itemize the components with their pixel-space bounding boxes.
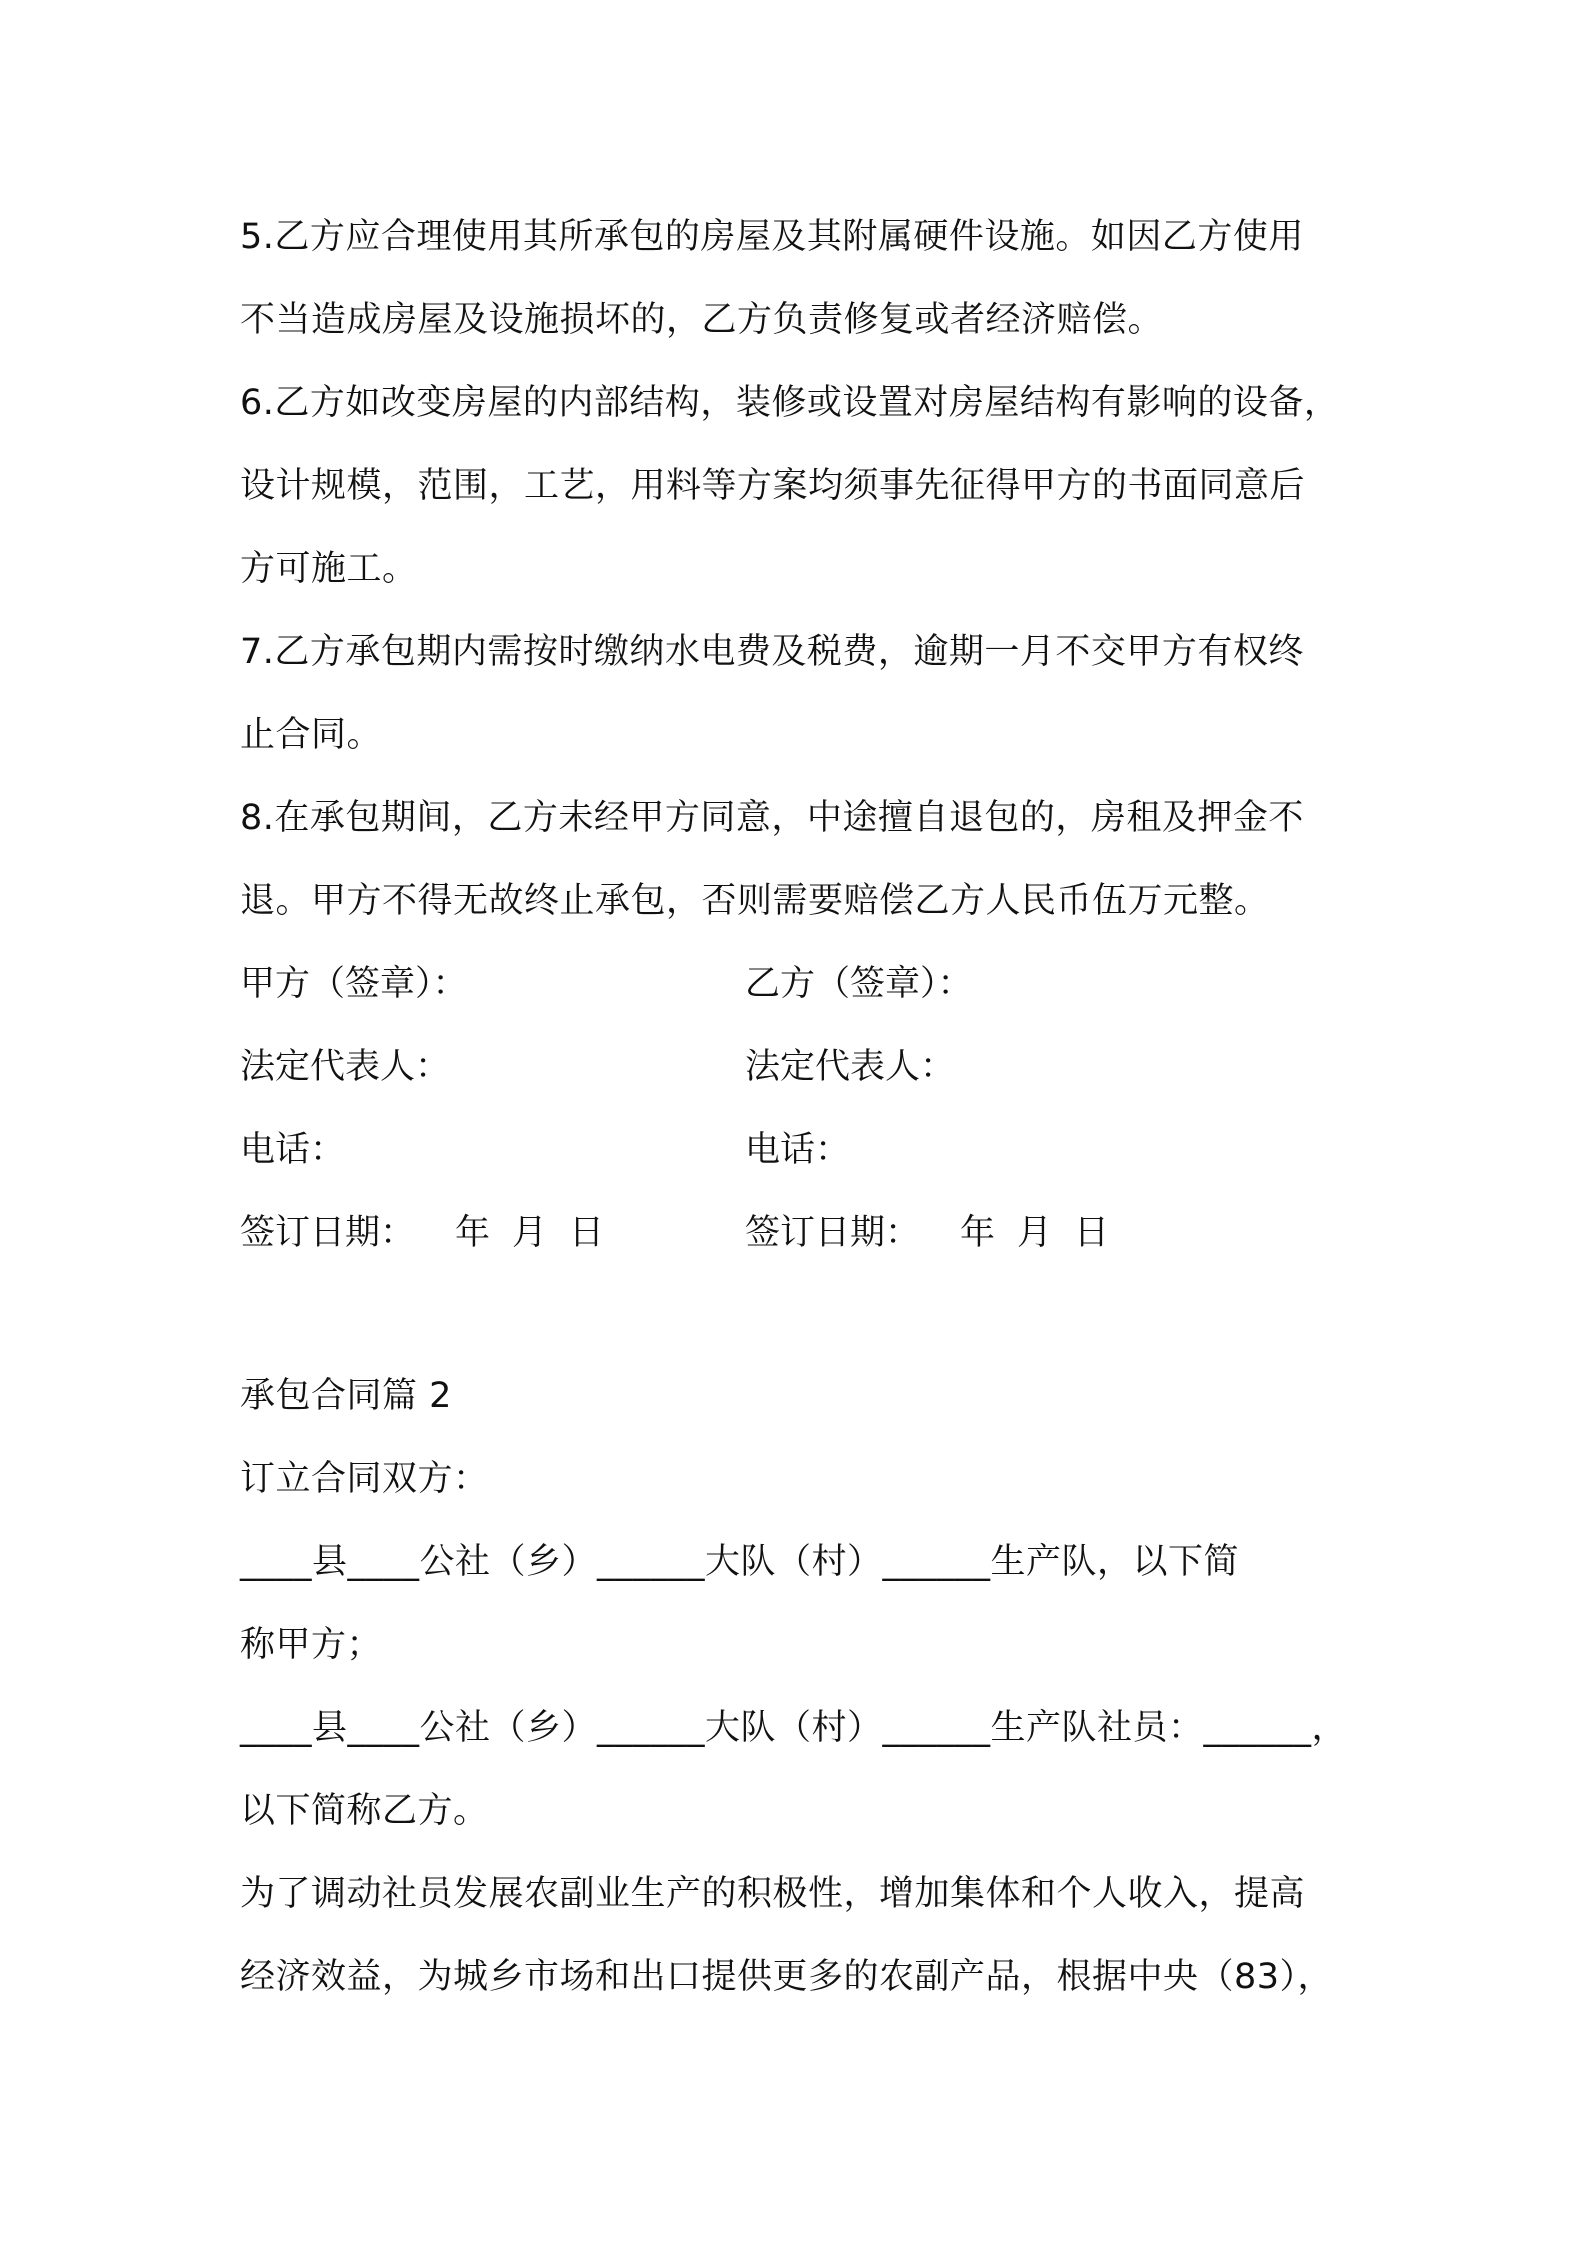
- parties-heading: 订立合同双方：: [240, 1459, 489, 1499]
- signature-date-row: [240, 1192, 1380, 1275]
- document-body: [240, 196, 1380, 2019]
- purpose-line-1: 为了调动社员发展农副业生产的积极性，增加集体和个人收入，提高: [240, 1874, 1306, 1914]
- party-a-date-year: 年: [455, 1213, 491, 1253]
- party-b-rep-label: 法定代表人：: [745, 1047, 956, 1087]
- signature-block: [240, 943, 1380, 1275]
- clause-5-line-1: 5.乙方应合理使用其所承包的房屋及其附属硬件设施。如因乙方使用: [240, 217, 1304, 257]
- party-a-date-day: 日: [569, 1213, 605, 1253]
- clause-6-line-3: 方可施工。: [240, 549, 418, 589]
- clause-5-line-2: 不当造成房屋及设施损坏的，乙方负责修复或者经济赔偿。: [240, 300, 1164, 340]
- party-a-date-label: 签订日期：: [240, 1213, 416, 1253]
- signature-seal-row: [240, 943, 1380, 1026]
- clause-5: [240, 196, 1380, 362]
- party-b-date-year: 年: [960, 1213, 996, 1253]
- party-b-phone-label: 电话：: [745, 1130, 851, 1170]
- signature-phone-row: [240, 1109, 1380, 1192]
- party-b-date-label: 签订日期：: [745, 1213, 921, 1253]
- party-b-date: [745, 1192, 1380, 1275]
- section-2: [240, 1355, 1380, 2019]
- purpose-line-2: 经济效益，为城乡市场和出口提供更多的农副产品，根据中央（83），: [240, 1957, 1334, 1997]
- party-b-seal-label: 乙方（签章）：: [745, 964, 973, 1004]
- party-a-phone-label: 电话：: [240, 1130, 346, 1170]
- clause-6-line-2: 设计规模，范围，工艺，用料等方案均须事先征得甲方的书面同意后: [240, 466, 1306, 506]
- section-2-title: 承包合同篇 2: [240, 1376, 452, 1416]
- party-b-line-1: ____县____公社（乡）______大队（村）______生产队社员：______，: [240, 1708, 1348, 1748]
- clause-8: [240, 777, 1380, 943]
- clause-7-line-2: 止合同。: [240, 715, 383, 755]
- party-a-line-2: 称甲方；: [240, 1625, 383, 1665]
- party-a-line-1: ____县____公社（乡）______大队（村）______生产队，以下简: [240, 1542, 1240, 1582]
- signature-rep-row: [240, 1026, 1380, 1109]
- clause-6-line-1: 6.乙方如改变房屋的内部结构，装修或设置对房屋结构有影响的设备，: [240, 383, 1340, 423]
- section-spacer: [240, 1275, 1380, 1355]
- party-b-date-month: 月: [1017, 1213, 1053, 1253]
- party-a-date: [240, 1192, 745, 1275]
- clause-7-line-1: 7.乙方承包期内需按时缴纳水电费及税费，逾期一月不交甲方有权终: [240, 632, 1304, 672]
- party-b-line-2: 以下简称乙方。: [240, 1791, 489, 1831]
- party-b-date-day: 日: [1074, 1213, 1110, 1253]
- clause-7: [240, 611, 1380, 777]
- clause-8-line-2: 退。甲方不得无故终止承包，否则需要赔偿乙方人民币伍万元整。: [240, 881, 1270, 921]
- party-a-rep-label: 法定代表人：: [240, 1047, 451, 1087]
- clause-8-line-1: 8.在承包期间，乙方未经甲方同意，中途擅自退包的，房租及押金不: [240, 798, 1304, 838]
- clause-6: [240, 362, 1380, 611]
- party-a-date-month: 月: [512, 1213, 548, 1253]
- party-a-seal-label: 甲方（签章）：: [240, 964, 468, 1004]
